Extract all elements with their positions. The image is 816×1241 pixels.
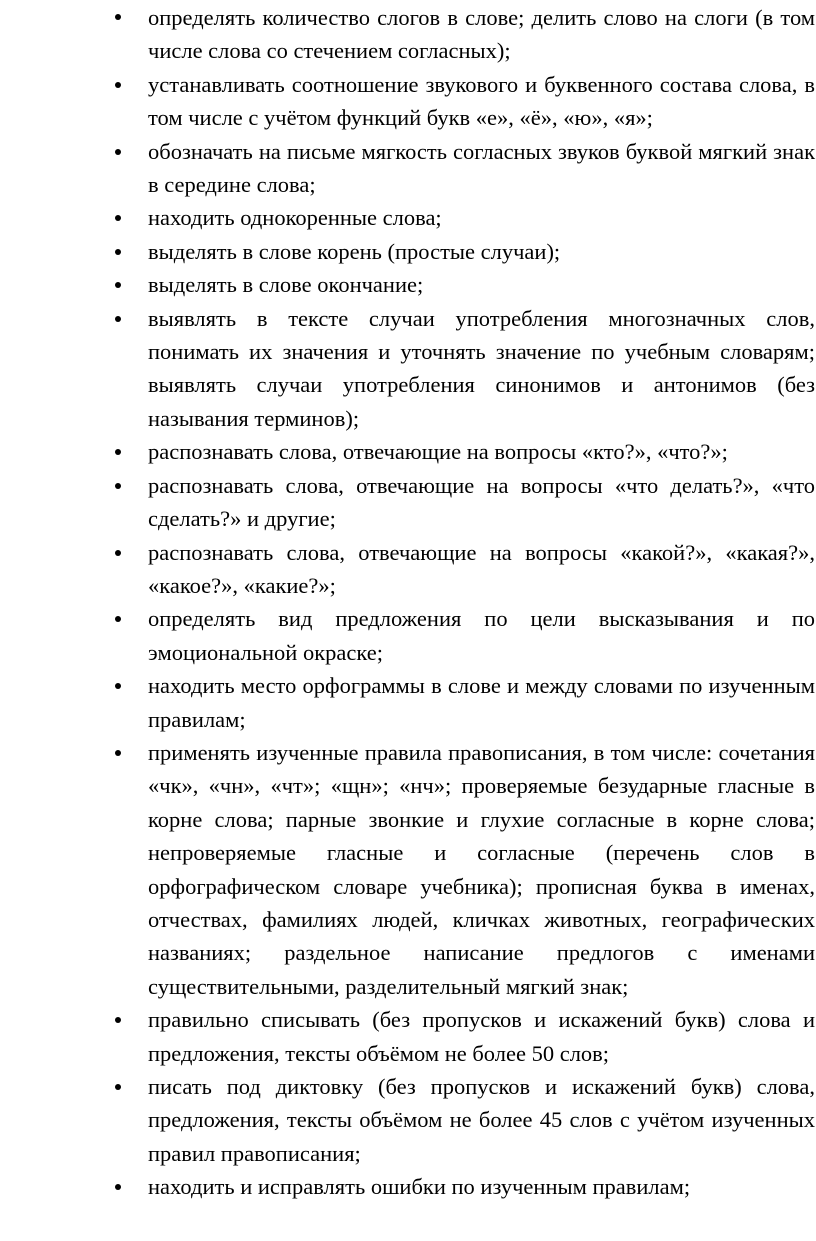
list-item: применять изученные правила правописания, в том числе: сочетания «чк», «чн», «чт»; «щн»; «нч»; проверяемые безударные гласные в корне слова; парные звонкие и глухие согласные в корне слова; непроверяемые гласные и согласные (перечень слов в орфографическом словаре учебника); прописная буква в именах, отчествах, фамилиях людей, кличках животных, географических названиях; раздельное написание предлогов с именами существительными, разделительный мягкий знак; xyxy=(148,736,815,1003)
list-item: распознавать слова, отвечающие на вопросы «кто?», «что?»; xyxy=(148,435,815,468)
bullet-list xyxy=(148,0,815,1204)
list-item: выделять в слове окончание; xyxy=(148,268,815,301)
list-item: распознавать слова, отвечающие на вопросы «какой?», «какая?», «какое?», «какие?»; xyxy=(148,536,815,603)
list-item: определять вид предложения по цели высказывания и по эмоциональной окраске; xyxy=(148,602,815,669)
list-item: определять количество слогов в слове; делить слово на слоги (в том числе слова со стечением согласных); xyxy=(148,0,815,68)
list-item: устанавливать соотношение звукового и буквенного состава слова, в том числе с учётом функций букв «е», «ё», «ю», «я»; xyxy=(148,68,815,135)
list-item: правильно списывать (без пропусков и искажений букв) слова и предложения, тексты объёмом не более 50 слов; xyxy=(148,1003,815,1070)
list-item: обозначать на письме мягкость согласных звуков буквой мягкий знак в середине слова; xyxy=(148,135,815,202)
list-item: распознавать слова, отвечающие на вопросы «что делать?», «что сделать?» и другие; xyxy=(148,469,815,536)
list-item: выделять в слове корень (простые случаи); xyxy=(148,235,815,268)
list-item: находить однокоренные слова; xyxy=(148,201,815,234)
list-item: выявлять в тексте случаи употребления многозначных слов, понимать их значения и уточнять значение по учебным словарям; выявлять случаи употребления синонимов и антонимов (без называния терминов); xyxy=(148,302,815,436)
list-item: находить место орфограммы в слове и между словами по изученным правилам; xyxy=(148,669,815,736)
list-item: писать под диктовку (без пропусков и искажений букв) слова, предложения, тексты объёмом не более 45 слов с учётом изученных правил правописания; xyxy=(148,1070,815,1170)
list-item: находить и исправлять ошибки по изученным правилам; xyxy=(148,1170,815,1203)
